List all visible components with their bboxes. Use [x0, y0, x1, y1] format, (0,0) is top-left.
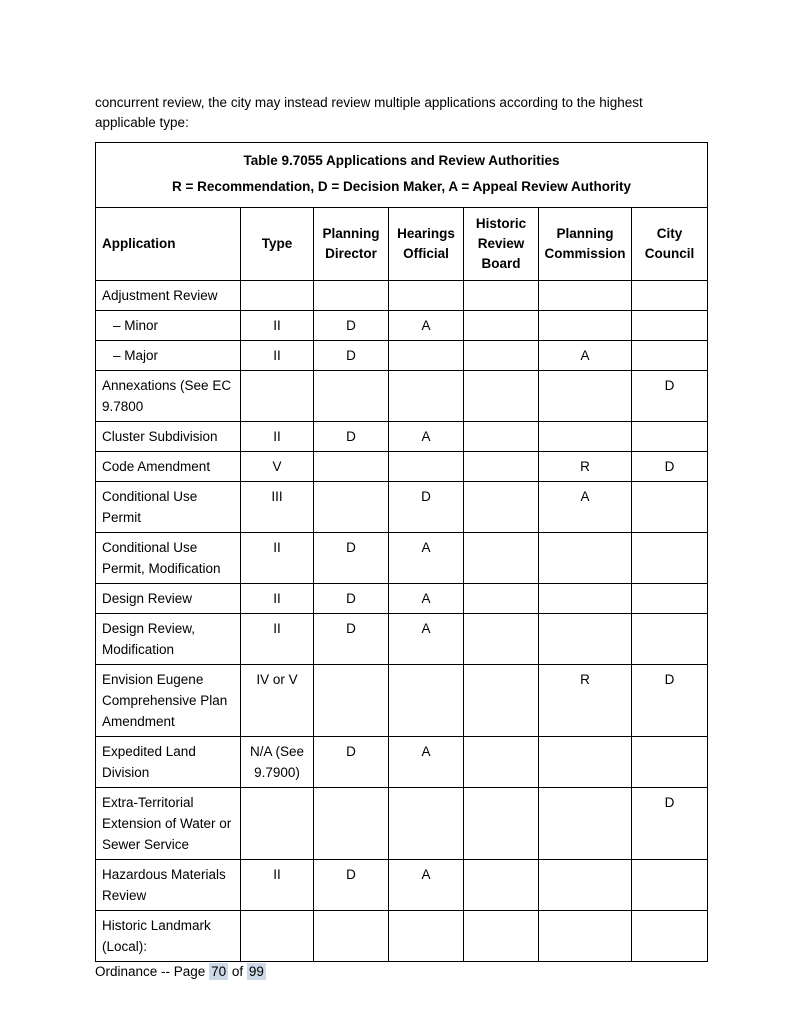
application-cell: Design Review, Modification [96, 614, 241, 665]
value-cell: A [389, 860, 464, 911]
value-cell: II [241, 533, 314, 584]
value-cell [539, 860, 632, 911]
application-cell: Historic Landmark (Local): [96, 911, 241, 962]
table-header-row [96, 208, 708, 281]
value-cell [389, 371, 464, 422]
value-cell [464, 614, 539, 665]
value-cell [632, 533, 708, 584]
page-footer [95, 962, 266, 982]
value-cell [539, 911, 632, 962]
value-cell [389, 665, 464, 737]
value-cell: A [389, 422, 464, 452]
value-cell: R [539, 452, 632, 482]
value-cell [464, 482, 539, 533]
value-cell: II [241, 860, 314, 911]
value-cell: R [539, 665, 632, 737]
value-cell [464, 737, 539, 788]
table-row [96, 911, 708, 962]
value-cell: A [389, 533, 464, 584]
value-cell [464, 584, 539, 614]
value-cell [464, 371, 539, 422]
value-cell: A [389, 614, 464, 665]
application-cell: Design Review [96, 584, 241, 614]
value-cell: D [632, 788, 708, 860]
value-cell [241, 371, 314, 422]
application-cell: Adjustment Review [96, 281, 241, 311]
value-cell: A [389, 584, 464, 614]
value-cell [389, 341, 464, 371]
application-cell: Envision Eugene Comprehensive Plan Amendment [96, 665, 241, 737]
value-cell [464, 341, 539, 371]
value-cell: A [389, 311, 464, 341]
value-cell [464, 911, 539, 962]
footer-text: Ordinance -- Page [95, 964, 206, 979]
application-cell: – Major [96, 341, 241, 371]
application-cell: Conditional Use Permit [96, 482, 241, 533]
table-row [96, 311, 708, 341]
value-cell [389, 911, 464, 962]
value-cell [539, 788, 632, 860]
value-cell [314, 281, 389, 311]
value-cell: III [241, 482, 314, 533]
value-cell [464, 281, 539, 311]
table-legend: R = Recommendation, D = Decision Maker, A = Appeal Review Authority [172, 179, 632, 194]
value-cell [314, 788, 389, 860]
table-row [96, 860, 708, 911]
column-header-city-council: City Council [632, 208, 708, 281]
application-cell: – Minor [96, 311, 241, 341]
value-cell [314, 482, 389, 533]
application-cell: Hazardous Materials Review [96, 860, 241, 911]
table-row [96, 281, 708, 311]
value-cell [314, 665, 389, 737]
applications-review-table [95, 142, 708, 962]
value-cell: II [241, 422, 314, 452]
column-header-historic-review-board: Historic Review Board [464, 208, 539, 281]
column-header-application: Application [96, 208, 241, 281]
column-header-planning-director: Planning Director [314, 208, 389, 281]
column-header-hearings-official: Hearings Official [389, 208, 464, 281]
value-cell [241, 281, 314, 311]
value-cell [539, 371, 632, 422]
value-cell: A [389, 737, 464, 788]
table-title: Table 9.7055 Applications and Review Authorities [243, 153, 560, 168]
value-cell [539, 584, 632, 614]
column-header-planning-commission: Planning Commission [539, 208, 632, 281]
value-cell [539, 614, 632, 665]
table-row [96, 371, 708, 422]
value-cell [632, 311, 708, 341]
value-cell [241, 911, 314, 962]
value-cell [539, 737, 632, 788]
value-cell [464, 533, 539, 584]
table-row [96, 584, 708, 614]
value-cell [314, 371, 389, 422]
value-cell [539, 311, 632, 341]
table-row [96, 614, 708, 665]
value-cell [539, 422, 632, 452]
value-cell [539, 281, 632, 311]
value-cell: D [314, 341, 389, 371]
value-cell: IV or V [241, 665, 314, 737]
table-row [96, 533, 708, 584]
value-cell: D [632, 371, 708, 422]
value-cell [539, 533, 632, 584]
value-cell: D [632, 665, 708, 737]
value-cell: II [241, 341, 314, 371]
table-row [96, 737, 708, 788]
application-cell: Annexations (See EC 9.7800 [96, 371, 241, 422]
column-header-type: Type [241, 208, 314, 281]
value-cell: V [241, 452, 314, 482]
table-title-cell [96, 143, 708, 208]
table-row [96, 665, 708, 737]
value-cell [314, 911, 389, 962]
value-cell [464, 422, 539, 452]
table-row [96, 482, 708, 533]
value-cell [241, 788, 314, 860]
value-cell: D [389, 482, 464, 533]
value-cell: D [632, 452, 708, 482]
value-cell [464, 860, 539, 911]
table-title-row [96, 143, 708, 208]
value-cell [314, 452, 389, 482]
page-number-field: 70 [211, 964, 227, 979]
application-cell: Conditional Use Permit, Modification [96, 533, 241, 584]
value-cell: II [241, 614, 314, 665]
value-cell: A [539, 482, 632, 533]
table-row [96, 788, 708, 860]
intro-paragraph: concurrent review, the city may instead review multiple applications according to the highest applicable type: [95, 95, 643, 130]
value-cell [464, 665, 539, 737]
value-cell [632, 281, 708, 311]
value-cell: D [314, 422, 389, 452]
application-cell: Extra-Territorial Extension of Water or Sewer Service [96, 788, 241, 860]
footer-of-text: of [231, 964, 244, 979]
total-pages-field: 99 [248, 964, 264, 979]
application-cell: Expedited Land Division [96, 737, 241, 788]
value-cell: D [314, 533, 389, 584]
value-cell [464, 311, 539, 341]
value-cell: D [314, 614, 389, 665]
value-cell [632, 737, 708, 788]
value-cell: D [314, 737, 389, 788]
value-cell: D [314, 584, 389, 614]
value-cell [632, 482, 708, 533]
value-cell: N/A (See 9.7900) [241, 737, 314, 788]
value-cell [389, 452, 464, 482]
value-cell [464, 788, 539, 860]
value-cell [632, 341, 708, 371]
value-cell: D [314, 311, 389, 341]
value-cell [632, 584, 708, 614]
value-cell: II [241, 584, 314, 614]
table-row [96, 341, 708, 371]
table-row [96, 452, 708, 482]
value-cell: A [539, 341, 632, 371]
value-cell [632, 860, 708, 911]
value-cell: D [314, 860, 389, 911]
value-cell [464, 452, 539, 482]
value-cell [632, 422, 708, 452]
application-cell: Code Amendment [96, 452, 241, 482]
value-cell [632, 911, 708, 962]
value-cell: II [241, 311, 314, 341]
value-cell [632, 614, 708, 665]
table-row [96, 422, 708, 452]
application-cell: Cluster Subdivision [96, 422, 241, 452]
value-cell [389, 281, 464, 311]
value-cell [389, 788, 464, 860]
